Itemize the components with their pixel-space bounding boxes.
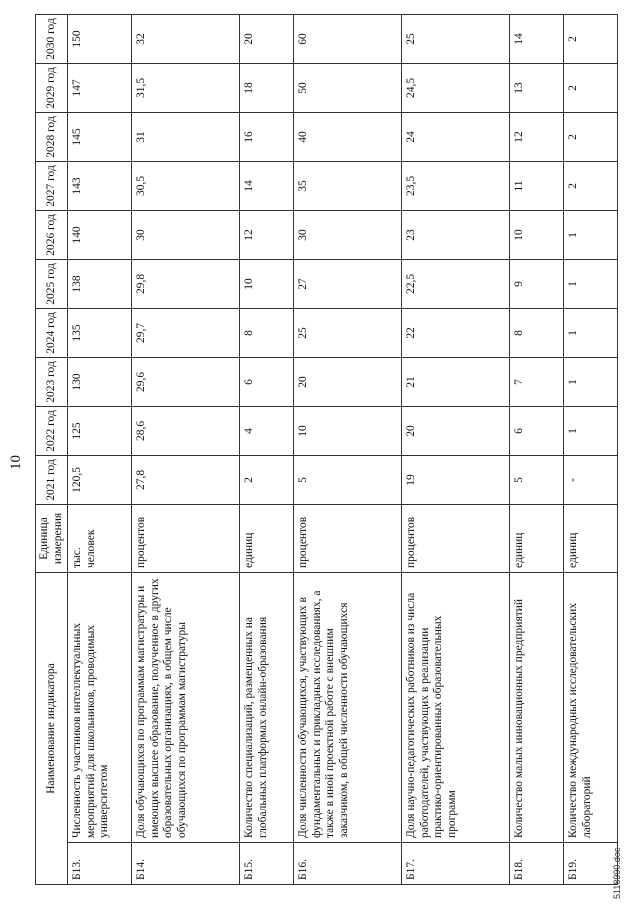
- row-value: 30: [294, 210, 402, 259]
- row-value: 11: [510, 161, 564, 210]
- row-value: 35: [294, 161, 402, 210]
- row-value: 60: [294, 14, 402, 63]
- row-value: 8: [240, 308, 294, 357]
- row-value: 5: [510, 455, 564, 504]
- row-value: 29,6: [132, 357, 240, 406]
- row-value: 135: [68, 308, 132, 357]
- header-year: 2025 год: [36, 259, 68, 308]
- row-unit: единиц: [510, 504, 564, 572]
- row-value: 7: [510, 357, 564, 406]
- row-value: 145: [68, 112, 132, 161]
- row-value: 8: [510, 308, 564, 357]
- table-row: [240, 14, 294, 884]
- row-value: 13: [510, 63, 564, 112]
- row-value: 2: [564, 161, 618, 210]
- row-value: 1: [564, 406, 618, 455]
- header-year: 2026 год: [36, 210, 68, 259]
- row-value: 6: [240, 357, 294, 406]
- row-unit: единиц: [564, 504, 618, 572]
- header-unit: Единица измерения: [36, 504, 68, 572]
- header-year: 2024 год: [36, 308, 68, 357]
- row-value: 27: [294, 259, 402, 308]
- table-row: [564, 14, 618, 884]
- row-value: 50: [294, 63, 402, 112]
- row-value: 30,5: [132, 161, 240, 210]
- row-value: 32: [132, 14, 240, 63]
- row-value: 9: [510, 259, 564, 308]
- row-value: 143: [68, 161, 132, 210]
- row-value: 2: [564, 112, 618, 161]
- row-value: 14: [240, 161, 294, 210]
- row-value: 30: [132, 210, 240, 259]
- table-row: [68, 14, 132, 884]
- table-row: [402, 14, 510, 884]
- header-indicator-name: Наименование индикатора: [36, 572, 68, 884]
- row-indicator-name: Количество специализаций, размещенных на глобальных платформах онлайн-образования: [240, 572, 294, 842]
- indicator-table: [35, 14, 618, 885]
- row-unit: единиц: [240, 504, 294, 572]
- row-value: 4: [240, 406, 294, 455]
- row-value: 23,5: [402, 161, 510, 210]
- row-value: 31,5: [132, 63, 240, 112]
- row-code: Б14.: [132, 843, 240, 885]
- row-value: 125: [68, 406, 132, 455]
- row-unit: тыс. человек: [68, 504, 132, 572]
- row-value: 16: [240, 112, 294, 161]
- row-value: 1: [564, 308, 618, 357]
- row-code: Б16.: [294, 843, 402, 885]
- header-year: 2022 год: [36, 406, 68, 455]
- header-year: 2021 год: [36, 455, 68, 504]
- row-unit: процентов: [402, 504, 510, 572]
- table-body: [68, 14, 618, 884]
- row-code: Б15.: [240, 843, 294, 885]
- table-row: [132, 14, 240, 884]
- row-value: 150: [68, 14, 132, 63]
- row-indicator-name: Количество малых инновационных предприятий: [510, 572, 564, 842]
- row-value: 10: [294, 406, 402, 455]
- row-value: 25: [402, 14, 510, 63]
- table-header-row: [36, 14, 68, 884]
- table-row: [510, 14, 564, 884]
- row-value: 29,7: [132, 308, 240, 357]
- row-value: 27,8: [132, 455, 240, 504]
- row-value: 138: [68, 259, 132, 308]
- header-year: 2028 год: [36, 112, 68, 161]
- header-year: 2023 год: [36, 357, 68, 406]
- row-code: Б17.: [402, 843, 510, 885]
- row-value: 21: [402, 357, 510, 406]
- row-value: 1: [564, 210, 618, 259]
- row-value: 22,5: [402, 259, 510, 308]
- row-indicator-name: Доля численности обучающихся, участвующих в фундаментальных и прикладных исследованиях, а также в иной проектной работе с внешним заказчиком, в общей численности обучающихся: [294, 572, 402, 842]
- row-value: 22: [402, 308, 510, 357]
- page-number: 10: [8, 455, 24, 470]
- row-value: 40: [294, 112, 402, 161]
- row-value: 31: [132, 112, 240, 161]
- row-value: 10: [240, 259, 294, 308]
- row-value: 140: [68, 210, 132, 259]
- row-value: 6: [510, 406, 564, 455]
- row-value: 5: [294, 455, 402, 504]
- row-value: 12: [240, 210, 294, 259]
- row-value: 23: [402, 210, 510, 259]
- row-value: 10: [510, 210, 564, 259]
- row-value: 28,6: [132, 406, 240, 455]
- row-value: 24: [402, 112, 510, 161]
- row-value: 24,5: [402, 63, 510, 112]
- row-value: 20: [402, 406, 510, 455]
- row-value: 29,8: [132, 259, 240, 308]
- row-value: 25: [294, 308, 402, 357]
- header-year: 2029 год: [36, 63, 68, 112]
- row-code: Б19.: [564, 843, 618, 885]
- row-indicator-name: Доля научно-педагогических работников из числа работодателей, участвующих в реализации практико-ориентированных образовательных программ: [402, 572, 510, 842]
- row-value: 130: [68, 357, 132, 406]
- row-value: 12: [510, 112, 564, 161]
- row-value: 14: [510, 14, 564, 63]
- row-value: 2: [240, 455, 294, 504]
- row-value: 19: [402, 455, 510, 504]
- row-indicator-name: Количество международных исследовательских лабораторий: [564, 572, 618, 842]
- row-unit: процентов: [132, 504, 240, 572]
- row-value: 2: [564, 63, 618, 112]
- row-indicator-name: Численность участников интеллектуальных мероприятий для школьников, проводимых университетом: [68, 572, 132, 842]
- row-value: -: [564, 455, 618, 504]
- row-value: 18: [240, 63, 294, 112]
- row-code: Б13.: [68, 843, 132, 885]
- row-value: 1: [564, 357, 618, 406]
- row-value: 147: [68, 63, 132, 112]
- footer-filename: 5118990.doc: [612, 847, 622, 899]
- header-year: 2027 год: [36, 161, 68, 210]
- row-indicator-name: Доля обучающихся по программам магистратуры и имеющих высшее образование, полученное в других образовательных организациях, в общем числе обучающихся по программам магистратуры: [132, 572, 240, 842]
- row-value: 20: [240, 14, 294, 63]
- row-value: 1: [564, 259, 618, 308]
- row-unit: процентов: [294, 504, 402, 572]
- row-code: Б18.: [510, 843, 564, 885]
- table-row: [294, 14, 402, 884]
- row-value: 2: [564, 14, 618, 63]
- header-year: 2030 год: [36, 14, 68, 63]
- row-value: 120,5: [68, 455, 132, 504]
- row-value: 20: [294, 357, 402, 406]
